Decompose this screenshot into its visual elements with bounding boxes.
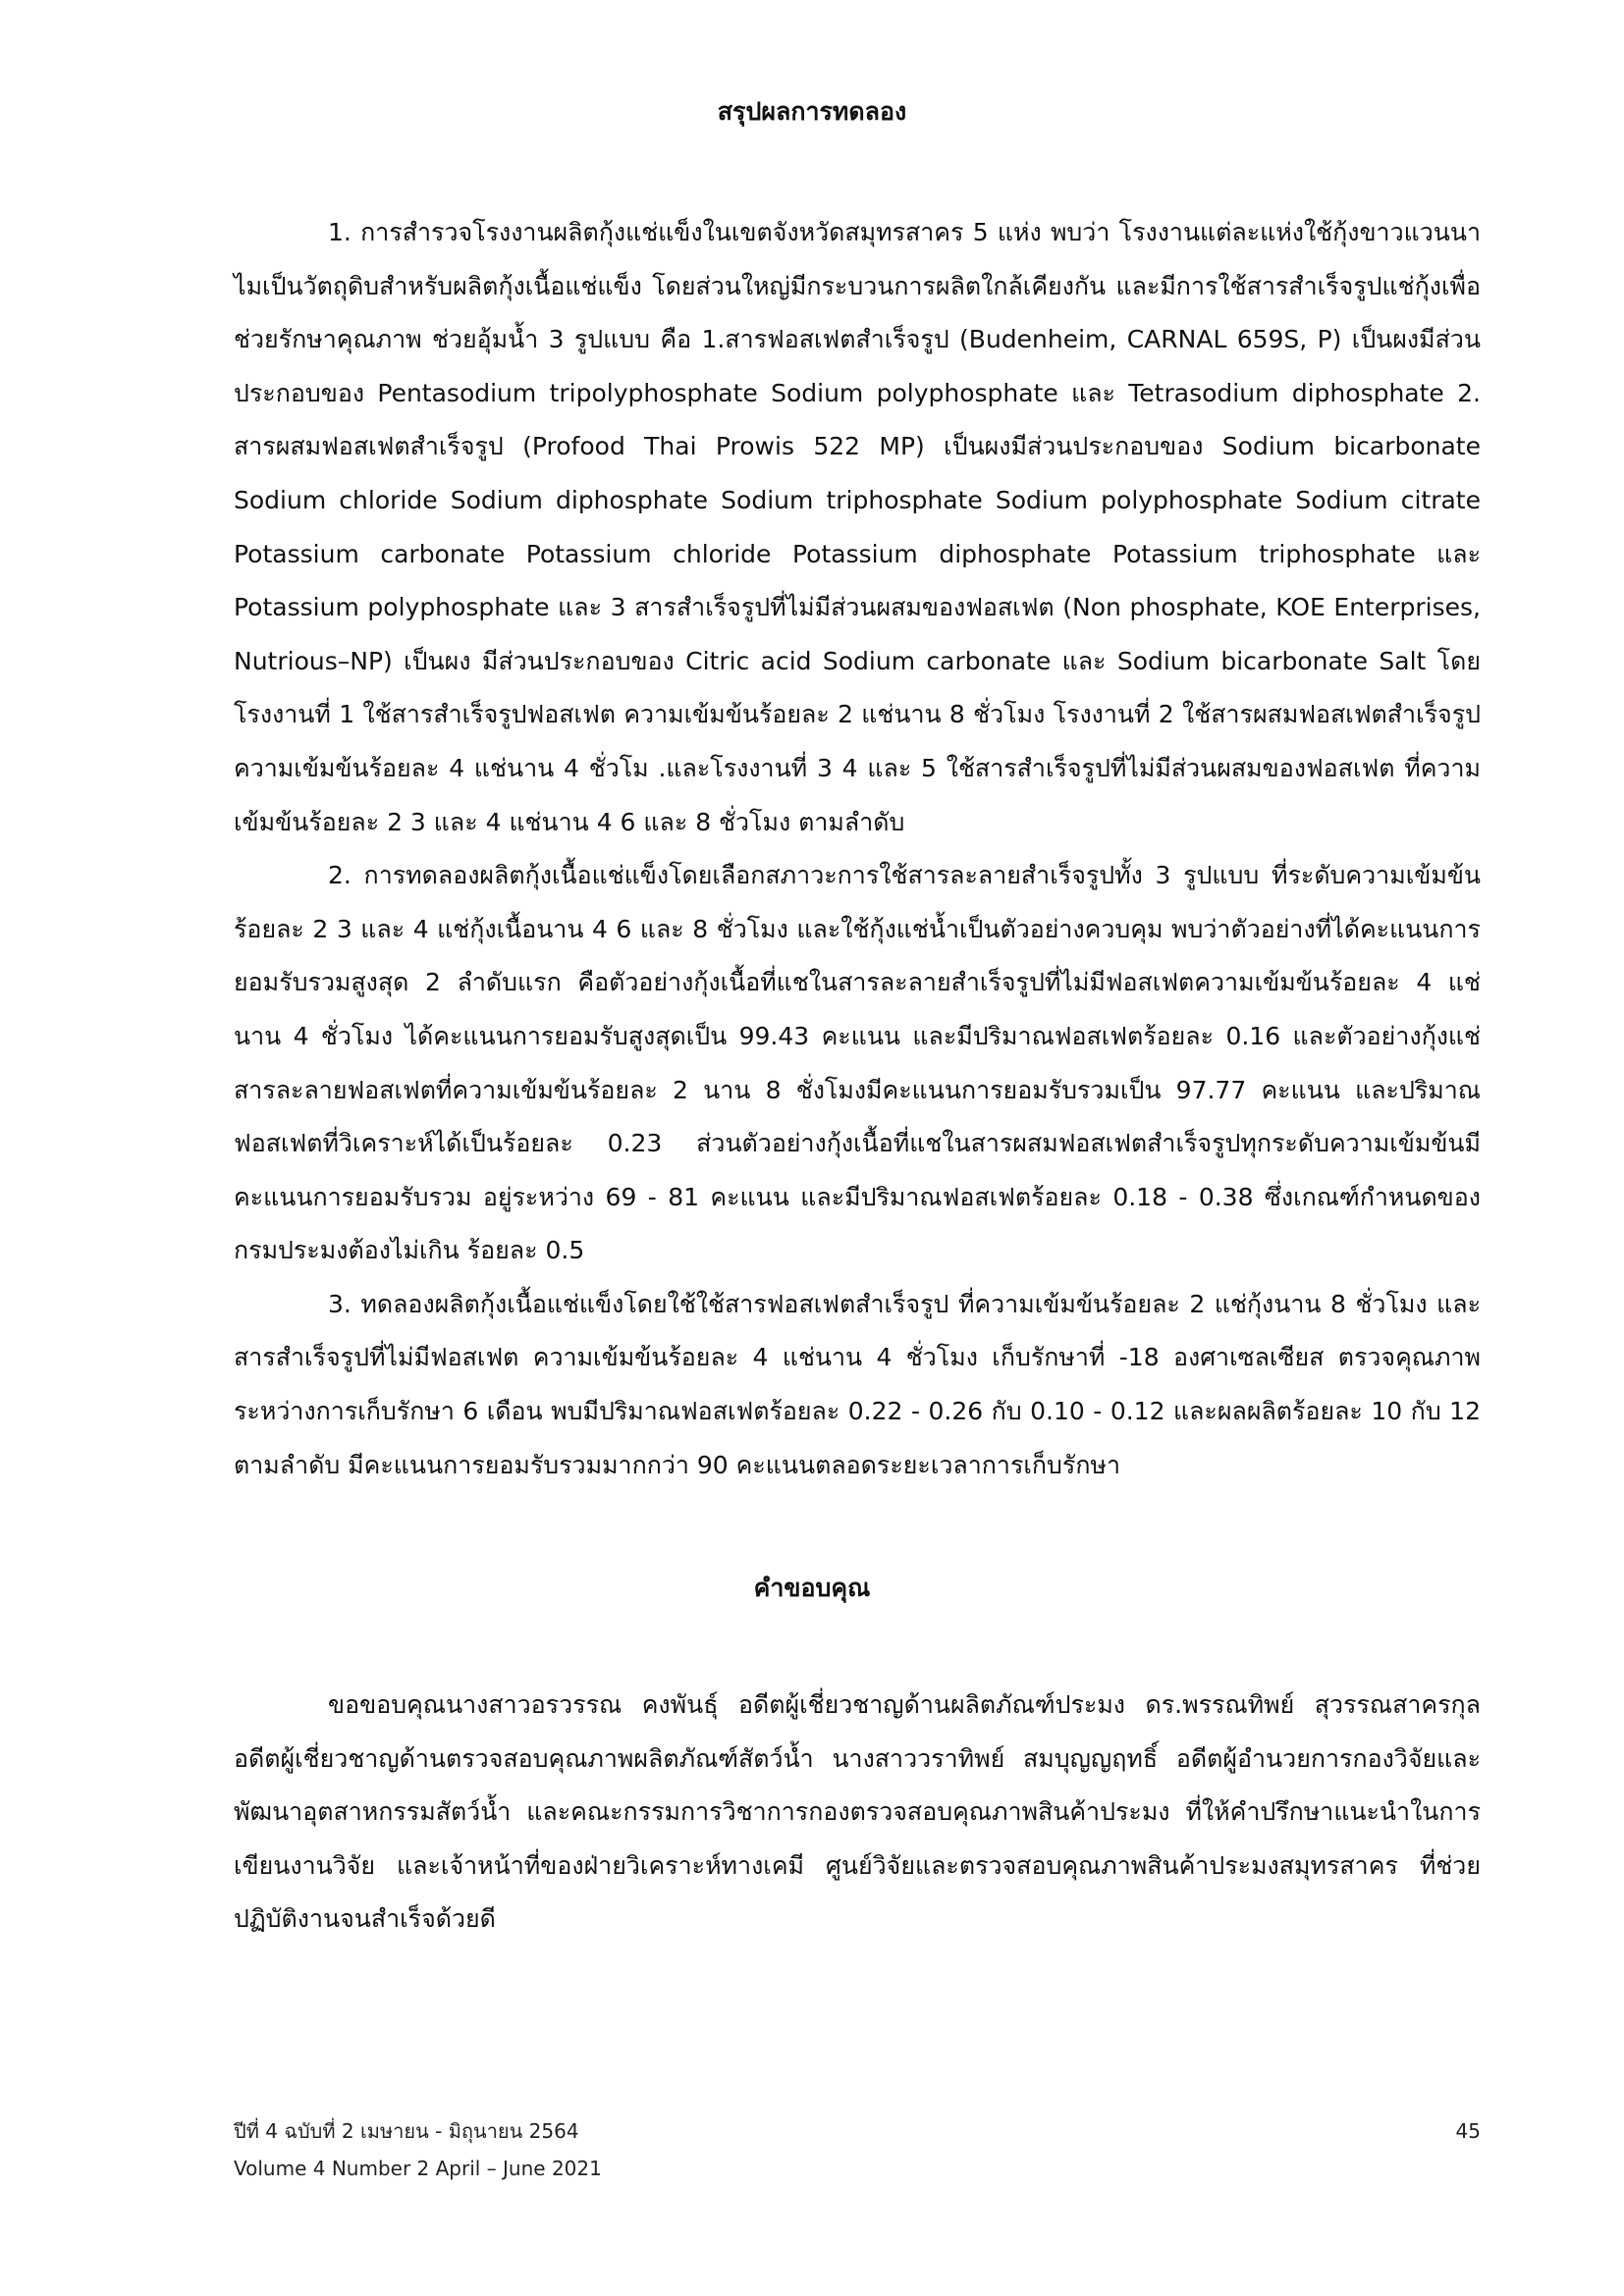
summary-body [234, 206, 1481, 1492]
acknowledgement-heading: คำขอบคุณ [753, 1574, 871, 1602]
page-number: 45 [1455, 2119, 1481, 2143]
footer-issue-english: Volume 4 Number 2 April – June 2021 [234, 2157, 602, 2180]
summary-heading: สรุปผลการทดลอง [717, 97, 907, 126]
acknowledgement-body [234, 1679, 1481, 1947]
acknowledgement-paragraph: ขอขอบคุณนางสาวอรวรรณ คงพันธุ์ อดีตผู้เชี่ยวชาญด้านผลิตภัณฑ์ประมง ดร.พรรณทิพย์ สุวรรณสาครกุล อดีตผู้เชี่ยวชาญด้านตรวจสอบคุณภาพผลิตภัณฑ์สัตว์น้ำ นางสาววราทิพย์ สมบุญญฤทธิ์ อดีตผู้อำนวยการกองวิจัยและพัฒนาอุตสาหกรรมสัตว์น้ำ และคณะกรรมการวิชาการกองตรวจสอบคุณภาพสินค้าประมง ที่ให้คำปรึกษาแนะนำในการเขียนงานวิจัย และเจ้าหน้าที่ของฝ่ายวิเคราะห์ทางเคมี ศูนย์วิจัยและตรวจสอบคุณภาพสินค้าประมงสมุทรสาคร ที่ช่วยปฏิบัติงานจนสำเร็จด้วยดี [234, 1690, 1481, 1934]
footer-issue-thai: ปีที่ 4 ฉบับที่ 2 เมษายน - มิถุนายน 2564 [234, 2119, 579, 2143]
summary-paragraph-2: 2. การทดลองผลิตกุ้งเนื้อแช่แข็งโดยเลือกสภาวะการใช้สารละลายสำเร็จรูปทั้ง 3 รูปแบบ ที่ระดับความเข้มข้นร้อยละ 2 3 และ 4 แช่กุ้งเนื้อนาน 4 6 และ 8 ชั่วโมง และใช้กุ้งแช่น้ำเป็นตัวอย่างควบคุม พบว่าตัวอย่างที่ได้คะแนนการยอมรับรวมสูงสุด 2 ลำดับแรก คือตัวอย่างกุ้งเนื้อที่แชในสารละลายสำเร็จรูปที่ไม่มีฟอสเฟตความเข้มข้นร้อยละ 4 แช่นาน 4 ชั่วโมง ได้คะแนนการยอมรับสูงสุดเป็น 99.43 คะแนน และมีปริมาณฟอสเฟตร้อยละ 0.16 และตัวอย่างกุ้งแช่สารละลายฟอสเฟตที่ความเข้มข้นร้อยละ 2 นาน 8 ชั่งโมงมีคะแนนการยอมรับรวมเป็น 97.77 คะแนน และปริมาณฟอสเฟตที่วิเคราะห์ได้เป็นร้อยละ 0.23 ส่วนตัวอย่างกุ้งเนื้อที่แชในสารผสมฟอสเฟตสำเร็จรูปทุกระดับความเข้มข้นมีคะแนนการยอมรับรวม อยู่ระหว่าง 69 - 81 คะแนน และมีปริมาณฟอสเฟตร้อยละ 0.18 - 0.38 ซึ่งเกณฑ์กำหนดของกรมประมงต้องไม่เกิน ร้อยละ 0.5 [234, 861, 1481, 1265]
summary-paragraph-3: 3. ทดลองผลิตกุ้งเนื้อแช่แข็งโดยใช้ใช้สารฟอสเฟตสำเร็จรูป ที่ความเข้มข้นร้อยละ 2 แช่กุ้งนาน 8 ชั่วโมง และสารสำเร็จรูปที่ไม่มีฟอสเฟต ความเข้มข้นร้อยละ 4 แช่นาน 4 ชั่วโมง เก็บรักษาที่ -18 องศาเซลเซียส ตรวจคุณภาพระหว่างการเก็บรักษา 6 เดือน พบมีปริมาณฟอสเฟตร้อยละ 0.22 - 0.26 กับ 0.10 - 0.12 และผลผลิตร้อยละ 10 กับ 12 ตามลำดับ มีคะแนนการยอมรับรวมมากกว่า 90 คะแนนตลอดระยะเวลาการเก็บรักษา [234, 1289, 1481, 1479]
summary-paragraph-1: 1. การสำรวจโรงงานผลิตกุ้งแช่แข็งในเขตจังหวัดสมุทรสาคร 5 แห่ง พบว่า โรงงานแต่ละแห่งใช้กุ้งขาวแวนนาไมเป็นวัตถุดิบสำหรับผลิตกุ้งเนื้อแช่แข็ง โดยส่วนใหญ่มีกระบวนการผลิตใกล้เคียงกัน และมีการใช้สารสำเร็จรูปแช่กุ้งเพื่อช่วยรักษาคุณภาพ ช่วยอุ้มน้ำ 3 รูปแบบ คือ 1.สารฟอสเฟตสำเร็จรูป (Budenheim, CARNAL 659S, P) เป็นผงมีส่วนประกอบของ Pentasodium tripolyphosphate Sodium polyphosphate และ Tetrasodium diphosphate 2. สารผสมฟอสเฟตสำเร็จรูป (Profood Thai Prowis 522 MP) เป็นผงมีส่วนประกอบของ Sodium bicarbonate Sodium chloride Sodium diphosphate Sodium triphosphate Sodium polyphosphate Sodium citrate Potassium carbonate Potassium chloride Potassium diphosphate Potassium triphosphate และ Potassium polyphosphate และ 3 สารสำเร็จรูปที่ไม่มีส่วนผสมของฟอสเฟต (Non phosphate, KOE Enterprises, Nutrious–NP) เป็นผง มีส่วนประกอบของ Citric acid Sodium carbonate และ Sodium bicarbonate Salt โดยโรงงานที่ 1 ใช้สารสำเร็จรูปฟอสเฟต ความเข้มข้นร้อยละ 2 แช่นาน 8 ชั่วโมง โรงงานที่ 2 ใช้สารผสมฟอสเฟตสำเร็จรูป ความเข้มข้นร้อยละ 4 แช่นาน 4 ชั่วโม .และโรงงานที่ 3 4 และ 5 ใช้สารสำเร็จรูปที่ไม่มีส่วนผสมของฟอสเฟต ที่ความเข้มข้นร้อยละ 2 3 และ 4 แช่นาน 4 6 และ 8 ชั่วโมง ตามลำดับ [234, 218, 1481, 836]
footer-issue-info [234, 2112, 602, 2187]
